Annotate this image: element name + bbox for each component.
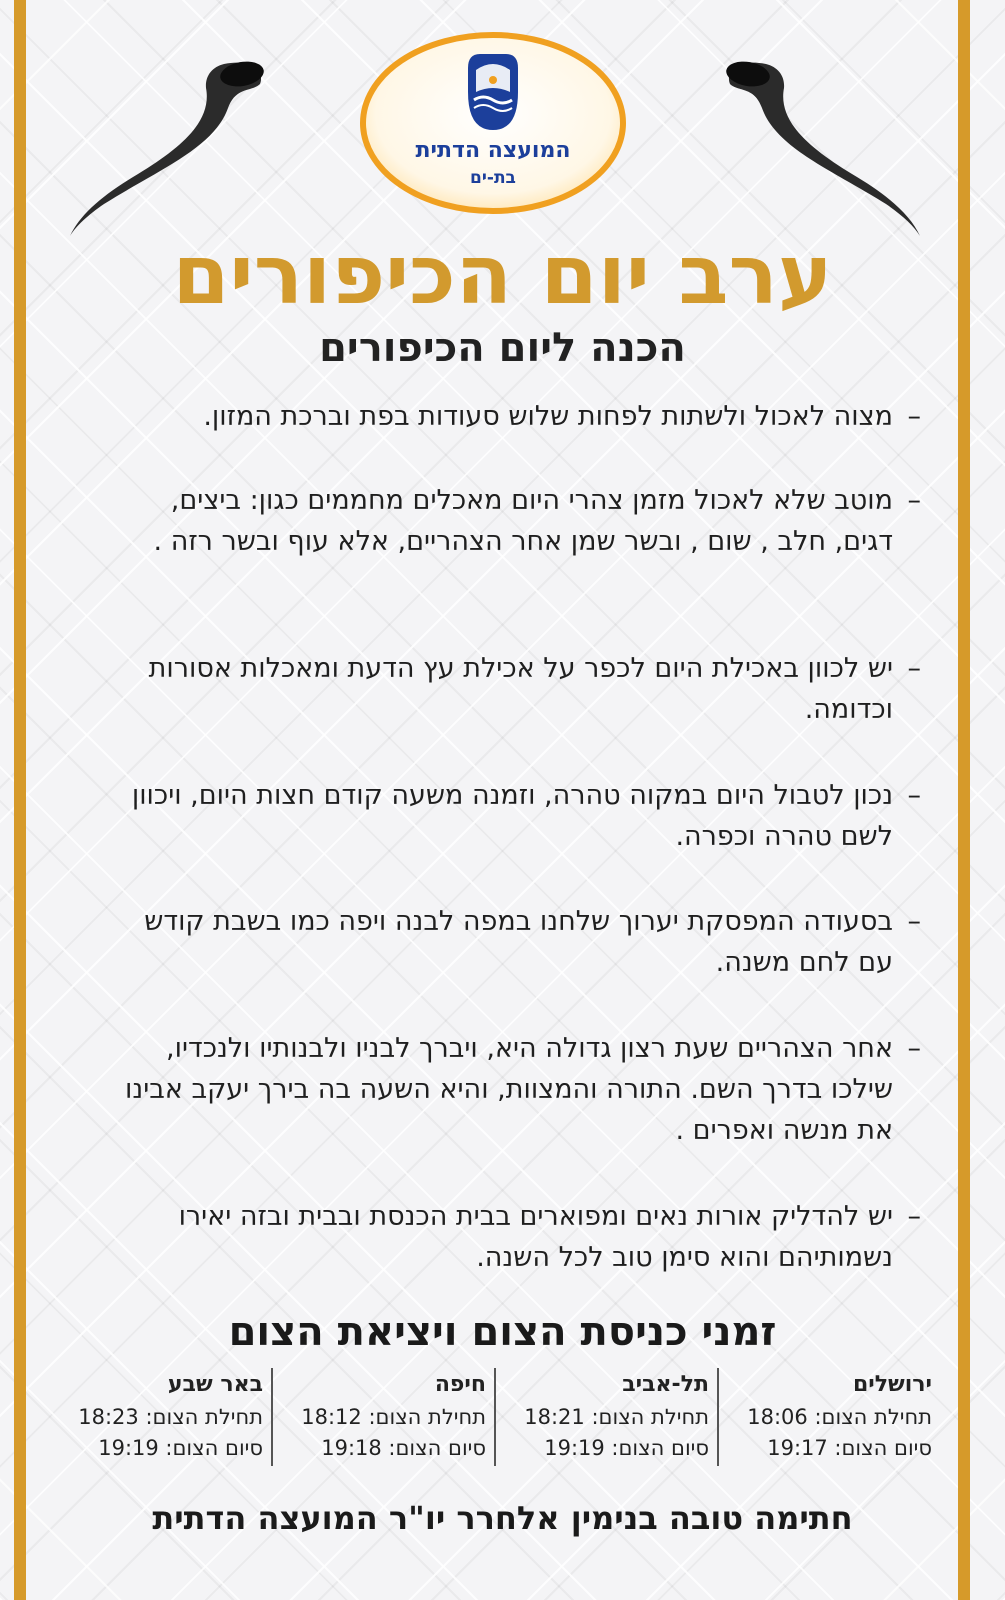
city-times-tel-aviv — [494, 1368, 717, 1466]
city-times-beersheba — [50, 1368, 271, 1466]
closing-greeting: חתימה טובה בנימין אלחרר יו"ר המועצה הדתית — [152, 1499, 853, 1537]
fast-start: תחילת הצום: 18:23 — [78, 1405, 263, 1429]
city-name: חיפה — [434, 1372, 486, 1397]
fast-end: סיום הצום: 19:17 — [767, 1436, 932, 1460]
city-name: ירושלים — [852, 1372, 932, 1397]
list-item — [123, 901, 921, 983]
list-item — [123, 775, 921, 857]
fast-end: סיום הצום: 19:18 — [321, 1436, 486, 1460]
list-item — [123, 1196, 921, 1278]
bullet-dash: – — [907, 906, 921, 937]
fast-start: תחילת הצום: 18:21 — [524, 1405, 709, 1429]
gold-frame-left — [14, 0, 26, 1600]
fast-times-table — [50, 1368, 940, 1466]
bullet-dash: – — [907, 1201, 921, 1232]
list-item — [123, 396, 921, 437]
city-name: באר שבע — [167, 1372, 263, 1397]
page-title: ערב יום הכיפורים — [172, 228, 833, 323]
list-item-text: מוטב שלא לאכול מזמן צהרי היום מאכלים מחממים כגון: ביצים, דגים, חלב , שום , ובשר שמן אחר הצהריים, אלא עוף ובשר רזה . — [153, 485, 893, 557]
gold-frame-right — [958, 0, 970, 1600]
list-item — [123, 648, 921, 730]
logo-city: בת-ים — [470, 168, 516, 188]
bullet-dash: – — [907, 485, 921, 516]
list-item-text: יש להדליק אורות נאים ומפוארים בבית הכנסת ובבית ובזה יאירו נשמותיהם והוא סימן טוב לכל השנה. — [178, 1201, 893, 1273]
bullet-dash: – — [907, 780, 921, 811]
list-item — [123, 480, 921, 562]
council-emblem-icon — [468, 54, 518, 130]
bullet-dash: – — [907, 401, 921, 432]
fast-end: סיום הצום: 19:19 — [98, 1436, 263, 1460]
list-item — [123, 1028, 921, 1151]
bullet-dash: – — [907, 1033, 921, 1064]
fast-end: סיום הצום: 19:19 — [544, 1436, 709, 1460]
list-item-text: נכון לטבול היום במקוה טהרה, וזמנה משעה קודם חצות היום, ויכוון לשם טהרה וכפרה. — [131, 780, 893, 852]
fast-start: תחילת הצום: 18:06 — [747, 1405, 932, 1429]
city-name: תל-אביב — [622, 1372, 709, 1397]
bullet-dash: – — [907, 653, 921, 684]
page-subtitle: הכנה ליום הכיפורים — [319, 325, 686, 371]
council-logo — [358, 30, 628, 216]
fast-start: תחילת הצום: 18:12 — [301, 1405, 486, 1429]
list-item-text: אחר הצהריים שעת רצון גדולה היא, ויברך לבניו ולבנותיו ולנכדיו, שילכו בדרך השם. התורה והמצוות, והיא השעה בה בירך יעקב אבינו את מנשה ואפרים . — [125, 1033, 893, 1146]
logo-oval — [358, 30, 628, 216]
city-times-jerusalem — [717, 1368, 940, 1466]
list-item-text: בסעודה המפסקת יערוך שלחנו במפה לבנה ויפה כמו בשבת קודש עם לחם משנה. — [144, 906, 893, 978]
shofar-left-icon — [66, 52, 266, 237]
list-item-text: יש לכוון באכילת היום לכפר על אכילת עץ הדעת ומאכלות אסורות וכדומה. — [148, 653, 893, 725]
fast-times-title: זמני כניסת הצום ויציאת הצום — [228, 1309, 777, 1355]
city-times-haifa — [271, 1368, 494, 1466]
shofar-right-icon — [724, 52, 924, 237]
logo-name: המועצה הדתית — [415, 138, 571, 163]
list-item-text: מצוה לאכול ולשתות לפחות שלוש סעודות בפת וברכת המזון. — [203, 401, 893, 432]
